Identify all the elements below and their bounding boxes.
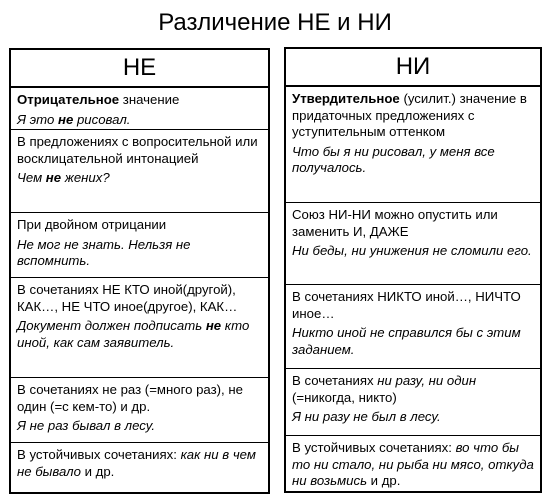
rule-text: В сочетаниях не раз (=много раз), не один (=с кем-то) и др. [17, 382, 243, 414]
example-part: Я это [17, 111, 58, 127]
ne-rule-cell [11, 130, 268, 213]
ni-rule-cell [286, 369, 540, 436]
rule-text: В сочетаниях НИКТО иной…, НИЧТО иное… [292, 289, 521, 321]
ni-heading: НИ [286, 49, 540, 87]
rule-italic: во что бы то ни стало, ни рыба ни мясо, откуда ни возьмись [292, 440, 534, 488]
rule-bold: Отрицательное [17, 92, 120, 107]
rule-rest: (усилит.) значение в придаточных предложениях с уступительным оттенком [292, 91, 527, 139]
rule-text [17, 92, 262, 109]
ni-column [284, 47, 542, 493]
example-text: Никто иной не справился бы с этим заданием. [292, 325, 521, 357]
rule-italic: как ни в чем не бывало [17, 447, 256, 479]
ne-rule-cell [11, 278, 268, 378]
rule-part: В сочетаниях [292, 373, 378, 388]
rule-part: (=никогда, никто) [292, 389, 397, 405]
ne-rule-cell [11, 378, 268, 443]
ne-rule-cell [11, 88, 268, 130]
rule-text: В сочетаниях НЕ КТО иной(другой), КАК…, НЕ ЧТО иное(другое), КАК… [17, 282, 238, 314]
example-bold: не [45, 170, 62, 185]
rule-text [17, 447, 262, 480]
ni-rule-cell [286, 87, 540, 203]
rule-part: В устойчивых сочетаниях: [17, 447, 181, 462]
rule-part: В устойчивых сочетаниях: [292, 440, 456, 455]
example-text: Что бы я ни рисовал, у меня все получалось. [292, 143, 495, 175]
example-part: кто иной, как сам заявитель. [17, 318, 250, 350]
rule-rest: значение [119, 92, 180, 107]
rule-part: и др. [80, 463, 115, 479]
example-text [17, 170, 262, 187]
example-bold: не [57, 111, 74, 127]
example-text [17, 318, 262, 351]
example-text: Я ни разу не был в лесу. [292, 409, 441, 424]
rule-bold: Утвердительное [292, 91, 400, 106]
ne-rule-cell [11, 443, 268, 492]
example-text [17, 112, 262, 129]
ne-column [9, 48, 270, 494]
example-text: Ни беды, ни унижения не сломили его. [292, 243, 532, 258]
ne-rule-cell [11, 213, 268, 278]
rule-text: В предложениях с вопросительной или восклицательной интонацией [17, 134, 258, 166]
rule-text [292, 373, 534, 406]
ni-rule-cell [286, 203, 540, 285]
ne-heading: НЕ [11, 50, 268, 88]
page-title: Различение НЕ и НИ [158, 9, 392, 36]
ni-rule-cell [286, 285, 540, 369]
example-bold: не [205, 318, 222, 333]
rule-italic: ни разу, ни один [377, 373, 477, 388]
rule-text: При двойном отрицании [17, 217, 167, 232]
rule-text [292, 440, 534, 490]
rule-text: Союз НИ-НИ можно опустить или заменить И, ДАЖЕ [292, 207, 498, 239]
example-part: жених? [61, 170, 110, 185]
rule-part: и др. [367, 473, 401, 488]
example-part: Документ должен подписать [17, 318, 206, 333]
example-text: Не мог не знать. Нельзя не вспомнить. [17, 236, 191, 268]
ni-rule-cell [286, 436, 540, 493]
example-part: рисовал. [73, 111, 131, 127]
example-text: Я не раз бывал в лесу. [17, 418, 156, 433]
rule-text [292, 91, 534, 141]
example-part: Чем [17, 170, 46, 185]
